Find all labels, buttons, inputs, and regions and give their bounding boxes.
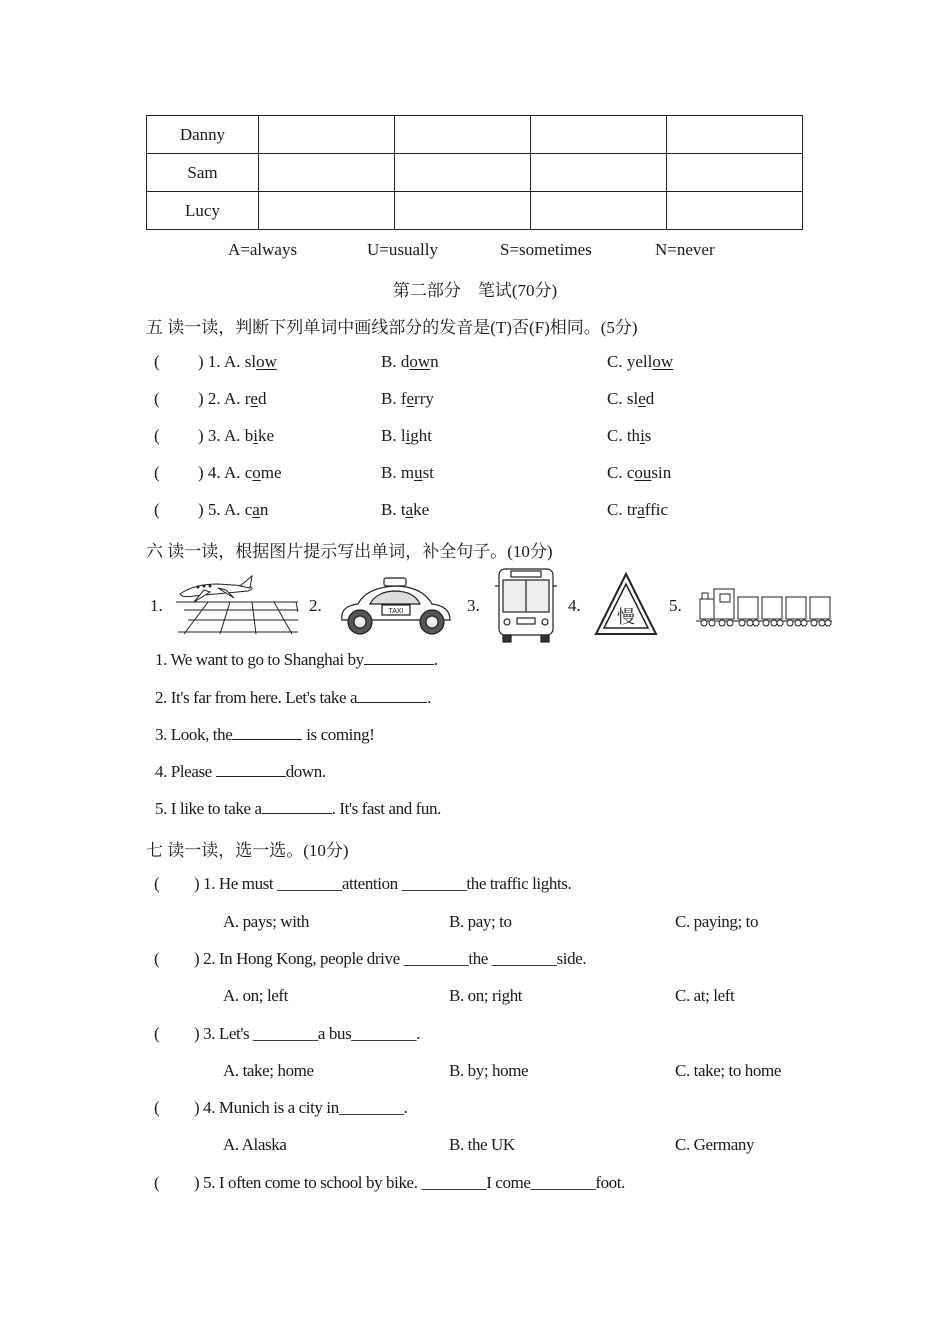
table-cell bbox=[667, 116, 803, 154]
question-text: ) 1. He must ________attention ________the traffic lights. bbox=[194, 874, 572, 893]
answer-paren[interactable]: ( bbox=[154, 426, 160, 445]
sentence-end: is coming! bbox=[302, 725, 375, 744]
option-c-post: d bbox=[645, 389, 655, 408]
answer-paren[interactable]: ( bbox=[154, 1024, 160, 1043]
answer-paren[interactable]: ( bbox=[154, 389, 160, 408]
option-a-pre: sl bbox=[244, 352, 257, 371]
question-text: ) 2. In Hong Kong, people drive ________the ________side. bbox=[194, 949, 587, 968]
table-row bbox=[147, 116, 803, 154]
item-number: ) 2. A. bbox=[198, 389, 245, 408]
item-number: ) 4. A. bbox=[198, 463, 245, 482]
answer-blank[interactable] bbox=[357, 688, 427, 703]
row-name: Danny bbox=[147, 116, 259, 154]
option-b bbox=[381, 389, 434, 409]
item-number: ) 5. A. bbox=[198, 500, 245, 519]
option-a-post: me bbox=[260, 463, 282, 482]
option-c-pre: C. th bbox=[607, 426, 641, 445]
option-b[interactable]: B. by; home bbox=[449, 1061, 529, 1080]
row-name: Lucy bbox=[147, 192, 259, 230]
option-a-underline: e bbox=[250, 389, 258, 408]
answer-paren[interactable]: ( bbox=[154, 500, 160, 519]
sentence bbox=[155, 762, 326, 782]
option-b bbox=[381, 463, 434, 483]
option-c-underline: ow bbox=[652, 352, 674, 371]
table-row bbox=[147, 154, 803, 192]
answer-paren[interactable]: ( bbox=[154, 949, 160, 968]
option-b-post: rry bbox=[414, 389, 434, 408]
option-a-underline: i bbox=[253, 426, 258, 445]
option-c-underline: e bbox=[638, 389, 646, 408]
sentence bbox=[155, 688, 431, 708]
answer-blank[interactable] bbox=[262, 799, 332, 814]
option-a-pre: c bbox=[244, 463, 253, 482]
option-c bbox=[607, 352, 673, 372]
option-b-underline: e bbox=[406, 389, 415, 408]
airplane-picture bbox=[174, 572, 300, 636]
section5-item bbox=[154, 426, 854, 446]
option-b[interactable]: B. pay; to bbox=[449, 912, 512, 931]
slow-sign-picture bbox=[594, 572, 658, 638]
train-picture bbox=[694, 585, 832, 629]
option-c[interactable]: C. at; left bbox=[675, 986, 735, 1005]
section5-item bbox=[154, 500, 854, 520]
option-b-pre: B. f bbox=[381, 389, 407, 408]
section5-item bbox=[154, 389, 854, 409]
option-b-pre: B. m bbox=[381, 463, 415, 482]
option-c bbox=[607, 426, 651, 446]
option-c-pre: C. sl bbox=[607, 389, 639, 408]
table-cell bbox=[531, 154, 667, 192]
answer-blank[interactable] bbox=[216, 762, 286, 777]
answer-blank[interactable] bbox=[364, 650, 434, 665]
option-c-post: s bbox=[644, 426, 652, 445]
sentence-start: 3. Look, the bbox=[155, 725, 233, 744]
item-number: ) 1. A. bbox=[198, 352, 245, 371]
legend-usually: U=usually bbox=[367, 240, 438, 259]
option-a-pre: c bbox=[244, 500, 253, 519]
sentence-end: . bbox=[427, 688, 432, 707]
option-c-post: ffic bbox=[644, 500, 669, 519]
table-cell bbox=[395, 154, 531, 192]
sentence-end: . bbox=[433, 650, 438, 669]
option-a-post: ke bbox=[257, 426, 275, 445]
pic-number: 3. bbox=[467, 596, 480, 615]
option-a-post: d bbox=[257, 389, 267, 408]
item-number: ) 3. A. bbox=[198, 426, 245, 445]
sentence bbox=[155, 799, 441, 819]
section7-heading: 七 读一读，选一选。(10分) bbox=[146, 841, 349, 860]
taxi-label: TAXI bbox=[388, 608, 404, 615]
option-b-underline: ow bbox=[409, 352, 431, 371]
sentence-start: 1. We want to go to Shanghai by bbox=[155, 650, 364, 669]
table-cell bbox=[667, 154, 803, 192]
option-a-post: n bbox=[259, 500, 269, 519]
option-a[interactable]: A. take; home bbox=[223, 1061, 314, 1080]
legend-sometimes: S=sometimes bbox=[500, 240, 592, 259]
option-a[interactable]: A. on; left bbox=[223, 986, 289, 1005]
option-b bbox=[381, 352, 439, 372]
sentence-end: . It's fast and fun. bbox=[331, 799, 441, 818]
option-b-post: n bbox=[430, 352, 439, 371]
answer-blank[interactable] bbox=[232, 725, 302, 740]
row-name: Sam bbox=[147, 154, 259, 192]
option-c[interactable]: C. Germany bbox=[675, 1135, 755, 1154]
answer-paren[interactable]: ( bbox=[154, 1173, 160, 1192]
table-cell bbox=[531, 116, 667, 154]
pic-number: 4. bbox=[568, 596, 581, 615]
option-b-underline: i bbox=[405, 426, 411, 445]
pic-number: 2. bbox=[309, 596, 322, 615]
option-c-underline: i bbox=[640, 426, 645, 445]
option-b-underline: a bbox=[405, 500, 414, 519]
section5-item bbox=[154, 463, 854, 483]
option-c-pre: C. yell bbox=[607, 352, 653, 371]
answer-paren[interactable]: ( bbox=[154, 352, 160, 371]
option-b[interactable]: B. on; right bbox=[449, 986, 523, 1005]
option-c bbox=[607, 389, 654, 409]
table-cell bbox=[667, 192, 803, 230]
table-cell bbox=[395, 116, 531, 154]
section7-question bbox=[154, 1024, 420, 1044]
table-cell bbox=[259, 192, 395, 230]
part-two-title: 第二部分 笔试(70分) bbox=[392, 281, 558, 300]
table-cell bbox=[259, 154, 395, 192]
option-a-pre: b bbox=[244, 426, 254, 445]
frequency-table bbox=[146, 115, 803, 230]
section5-heading: 五 读一读，判断下列单词中画线部分的发音是(T)否(F)相同。(5分) bbox=[146, 318, 638, 337]
option-c-underline: a bbox=[637, 500, 645, 519]
option-c[interactable]: C. take; to home bbox=[675, 1061, 781, 1080]
option-c bbox=[607, 500, 668, 520]
option-a-underline: ow bbox=[256, 352, 277, 371]
option-a-pre: r bbox=[244, 389, 251, 408]
sentence bbox=[155, 650, 438, 670]
table-cell bbox=[259, 116, 395, 154]
question-text: ) 4. Munich is a city in________. bbox=[194, 1098, 408, 1117]
option-b bbox=[381, 426, 432, 446]
question-text: ) 3. Let's ________a bus________. bbox=[194, 1024, 420, 1043]
option-c-pre: C. c bbox=[607, 463, 635, 482]
answer-paren[interactable]: ( bbox=[154, 463, 160, 482]
option-c-pre: C. tr bbox=[607, 500, 638, 519]
option-b-pre: B. l bbox=[381, 426, 406, 445]
option-c-underline: ou bbox=[634, 463, 652, 482]
sentence-start: 2. It's far from here. Let's take a bbox=[155, 688, 358, 707]
sentence bbox=[155, 725, 374, 745]
option-b-post: ght bbox=[410, 426, 433, 445]
table-cell bbox=[395, 192, 531, 230]
option-b-pre: B. t bbox=[381, 500, 406, 519]
option-a-underline: o bbox=[252, 463, 261, 482]
bus-picture bbox=[495, 566, 557, 644]
section6-heading: 六 读一读，根据图片提示写出单词，补全句子。(10分) bbox=[146, 542, 553, 561]
legend-never: N=never bbox=[655, 240, 715, 259]
answer-paren[interactable]: ( bbox=[154, 874, 160, 893]
option-b-post: ke bbox=[413, 500, 430, 519]
table-row bbox=[147, 192, 803, 230]
section7-question bbox=[154, 949, 586, 969]
table-cell bbox=[531, 192, 667, 230]
option-b-post: st bbox=[422, 463, 434, 482]
sentence-end: down. bbox=[285, 762, 326, 781]
option-b-underline: u bbox=[414, 463, 423, 482]
section7-question bbox=[154, 1173, 625, 1193]
sentence-start: 5. I like to take a bbox=[155, 799, 262, 818]
section7-question bbox=[154, 874, 571, 894]
slow-sign-char: 慢 bbox=[617, 607, 635, 628]
option-a-underline: a bbox=[252, 500, 260, 519]
answer-paren[interactable]: ( bbox=[154, 1098, 160, 1117]
sentence-start: 4. Please bbox=[155, 762, 216, 781]
option-a[interactable]: A. Alaska bbox=[223, 1135, 287, 1154]
option-b-pre: B. d bbox=[381, 352, 410, 371]
pic-number: 1. bbox=[150, 596, 163, 615]
taxi-picture bbox=[336, 574, 454, 640]
section5-item bbox=[154, 352, 854, 372]
section7-question bbox=[154, 1098, 407, 1118]
option-b[interactable]: B. the UK bbox=[449, 1135, 515, 1154]
option-b bbox=[381, 500, 429, 520]
pic-number: 5. bbox=[669, 596, 682, 615]
option-c-post: sin bbox=[651, 463, 672, 482]
legend-always: A=always bbox=[228, 240, 298, 259]
option-c bbox=[607, 463, 671, 483]
option-a[interactable]: A. pays; with bbox=[223, 912, 309, 931]
question-text: ) 5. I often come to school by bike. ________I come________foot. bbox=[194, 1173, 625, 1192]
option-c[interactable]: C. paying; to bbox=[675, 912, 759, 931]
